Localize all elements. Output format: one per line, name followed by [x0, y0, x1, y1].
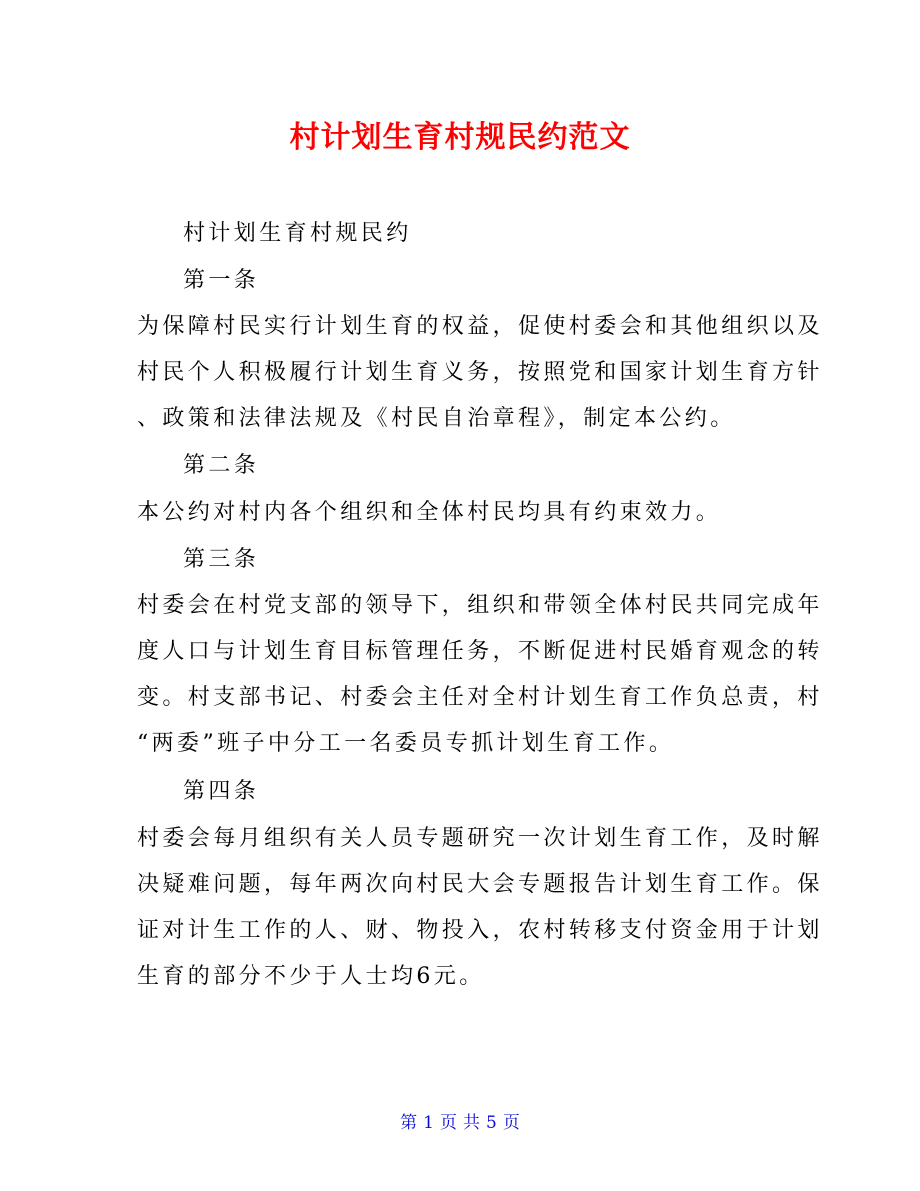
- article-label: 第一条: [183, 268, 260, 293]
- paragraph-line: 为保障村民实行计划生育的权益，促使村委会和其他组织以及: [137, 314, 823, 339]
- footer-current-page: 1: [423, 1113, 434, 1133]
- paragraph-line: 变。村支部书记、村委会主任对全村计划生育工作负总责，村: [137, 685, 823, 710]
- paragraph-line: 村委会每月组织有关人员专题研究一次计划生育工作，及时解: [137, 826, 823, 851]
- paragraph-line: 生育的部分不少于人士均6元。: [137, 964, 485, 989]
- article-label: 第四条: [183, 779, 260, 804]
- paragraph-line: 村委会在村党支部的领导下，组织和带领全体村民共同完成年: [137, 593, 823, 618]
- paragraph-line: 决疑难问题，每年两次向村民大会专题报告计划生育工作。保: [137, 872, 823, 897]
- paragraph-line: 、政策和法律法规及《村民自治章程》，制定本公约。: [137, 406, 736, 431]
- paragraph-line: 证对计生工作的人、财、物投入，农村转移支付资金用于计划: [137, 918, 823, 943]
- footer-prefix: 第: [400, 1113, 418, 1133]
- article-label: 第三条: [183, 547, 260, 572]
- paragraph-line: 村民个人积极履行计划生育义务，按照党和国家计划生育方针: [137, 360, 823, 385]
- paragraph-line: 本公约对村内各个组织和全体村民均具有约束效力。: [137, 500, 722, 525]
- article-label: 第二条: [183, 453, 260, 478]
- footer-suffix: 页: [502, 1113, 520, 1133]
- page-footer: [0, 1111, 920, 1135]
- footer-page-word: 页: [440, 1113, 457, 1133]
- footer-total-pages: 5: [486, 1113, 497, 1133]
- document-heading: 村计划生育村规民约: [183, 221, 412, 246]
- document-title: 村计划生育村规民约范文: [289, 120, 631, 155]
- footer-total-prefix: 共: [463, 1113, 480, 1133]
- paragraph-line: “两委”班子中分工一名委员专抓计划生育工作。: [137, 731, 675, 756]
- paragraph-line: 度人口与计划生育目标管理任务，不断促进村民婚育观念的转: [137, 639, 823, 664]
